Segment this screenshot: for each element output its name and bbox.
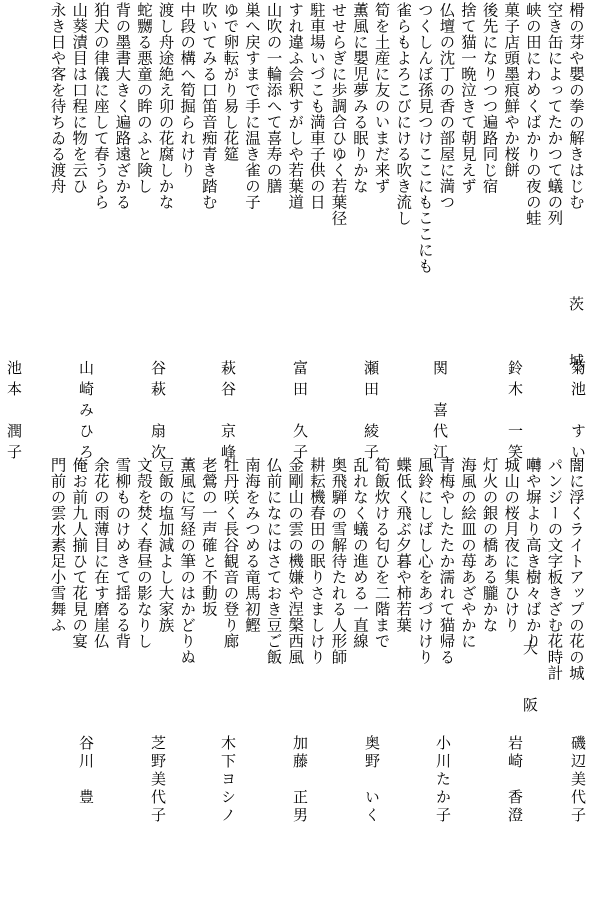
author-name: 木下ヨシノ — [219, 735, 237, 825]
author-name: 菊池 すい — [569, 360, 587, 465]
author-name: 奥野 いく — [363, 735, 381, 825]
haiku-text: 豆飯の塩加減よし大家族 — [156, 457, 175, 633]
haiku-text: 闇に浮くライトアップの花の城 — [567, 457, 585, 681]
haiku-text: 峡の田にわめくばかりの夜の蛙 — [523, 2, 542, 226]
haiku-text: 灯火の銀の橋ある朧かな — [480, 457, 499, 633]
haiku-text: 吹いてみる口笛音痴青き踏む — [199, 2, 218, 210]
haiku-text: 蛇嬲る悪童の眸のふと険し — [135, 2, 153, 194]
author-name: 瀬田 綾子 — [362, 360, 380, 465]
haiku-text: 青梅やしたたか濡れて猫帰る — [437, 457, 456, 665]
haiku-text: 空き缶によってたかつて蟻の列 — [545, 2, 564, 226]
author-name: 関 喜代江 — [431, 360, 449, 465]
author-name: 山崎みひろ — [77, 360, 95, 465]
haiku-text: 筍を土産に友のいまだ来ず — [372, 2, 391, 194]
author-name: 芝野美代子 — [149, 735, 167, 825]
haiku-text: 仏前になにはさておき豆ご飯 — [264, 457, 283, 665]
haiku-text: 雪柳ものけめきて揺るる背 — [113, 457, 132, 649]
author-name: 鈴木 一笑 — [506, 360, 524, 465]
haiku-text: 囀や塀より高き樹々ばかり — [523, 457, 542, 649]
haiku-text: 巣へ戻すまで手に温き雀の子 — [243, 2, 261, 210]
haiku-text: 駐車場いづこも満車子供の日 — [307, 2, 326, 210]
haiku-text: 後先になりつつ遍路同じ宿 — [480, 2, 499, 194]
author-name: 萩谷 京峰 — [219, 360, 237, 465]
prefecture-label: 茨 城 — [567, 296, 585, 380]
haiku-text: 筍飯炊ける匂ひを二階まで — [372, 457, 391, 649]
haiku-text: ゆで卵転がり易し花筵 — [221, 2, 240, 162]
haiku-text: 俺お前九人揃ひて花見の宴 — [70, 457, 89, 649]
haiku-text: 永き日や客を待ちゐる渡舟 — [48, 2, 67, 194]
author-name: 加藤 正男 — [291, 735, 309, 825]
haiku-text: 南海をみつめる竜馬初鰹 — [243, 457, 261, 633]
haiku-text: 牡丹咲く長谷観音の登り廊 — [221, 457, 240, 649]
haiku-text: 榾の芽や嬰の拳の解きはじむ — [567, 2, 585, 210]
haiku-text: 背の墨書大きく遍路遠ざかる — [113, 2, 132, 210]
haiku-text: 仏壇の沈丁の香の部屋に満つ — [437, 2, 456, 210]
haiku-text: 海風の絵皿の苺あざやかに — [459, 457, 477, 649]
haiku-text: 菓子店頭墨痕鮮やか桜餅 — [502, 2, 521, 178]
haiku-text: せせらぎに歩調合ひゆく若葉径 — [329, 2, 348, 226]
haiku-text: 狛犬の律儀に座して春うらら — [91, 2, 110, 210]
author-name: 磯辺美代子 — [569, 735, 587, 825]
haiku-text: パンジーの文字板きざむ花時計 — [545, 457, 564, 681]
haiku-text: 山吹の一輪添へて喜寿の膳 — [264, 2, 283, 194]
haiku-text: 山葵漬目は口程に物を云ひ — [70, 2, 89, 194]
haiku-text: 耕耘機春田の眠りさましけり — [307, 457, 326, 665]
haiku-text: 雀らもよろこびにける吹き流し — [394, 2, 413, 226]
haiku-text: すれ違ふ会釈すがしや若葉道 — [286, 2, 305, 210]
haiku-text: 風鈴にしばし心をあづけけり — [415, 457, 434, 665]
haiku-text: 渡し舟途絶え卯の花腐しかな — [156, 2, 175, 210]
haiku-text: つくしんぼ孫見つけここにもここにも — [415, 2, 434, 274]
haiku-text: 金剛山の雲の機嫌や涅槃西風 — [286, 457, 305, 665]
haiku-text: 蝶低く飛ぶ夕暮や柿若葉 — [394, 457, 413, 633]
haiku-text: 中段の構へ筍掘られけり — [178, 2, 197, 178]
haiku-text: 奥飛騨の雪解待たれる人形師 — [329, 457, 348, 665]
author-name: 岩崎 香澄 — [506, 735, 524, 825]
author-name: 池本 潤子 — [5, 360, 23, 465]
author-name: 小川たか子 — [434, 735, 452, 825]
prefecture-label: 大 阪 — [521, 640, 539, 724]
haiku-text: 老鶯の一声確と不動坂 — [199, 457, 218, 617]
bottom-section — [0, 455, 600, 910]
haiku-text: 城山の桜月夜に集ひけり — [502, 457, 521, 633]
author-name: 谷萩 扇次 — [149, 360, 167, 465]
haiku-text: 余花の雨薄目に在す磨崖仏 — [91, 457, 110, 649]
author-name: 谷川 豊 — [77, 735, 95, 807]
haiku-text: 捨て猫一晩泣きて朝見えず — [459, 2, 477, 194]
haiku-text: 門前の雲水素足小雪舞ふ — [48, 457, 67, 633]
haiku-text: 薫風に嬰児夢みる眠りかな — [351, 2, 369, 194]
haiku-text: 乱れなく蟻の進める一直線 — [351, 457, 369, 649]
haiku-text: 文殻を焚く春昼の影なりし — [135, 457, 153, 649]
haiku-text: 薫風に写経の筆のはかどりぬ — [178, 457, 197, 665]
author-name: 富田 久子 — [291, 360, 309, 465]
